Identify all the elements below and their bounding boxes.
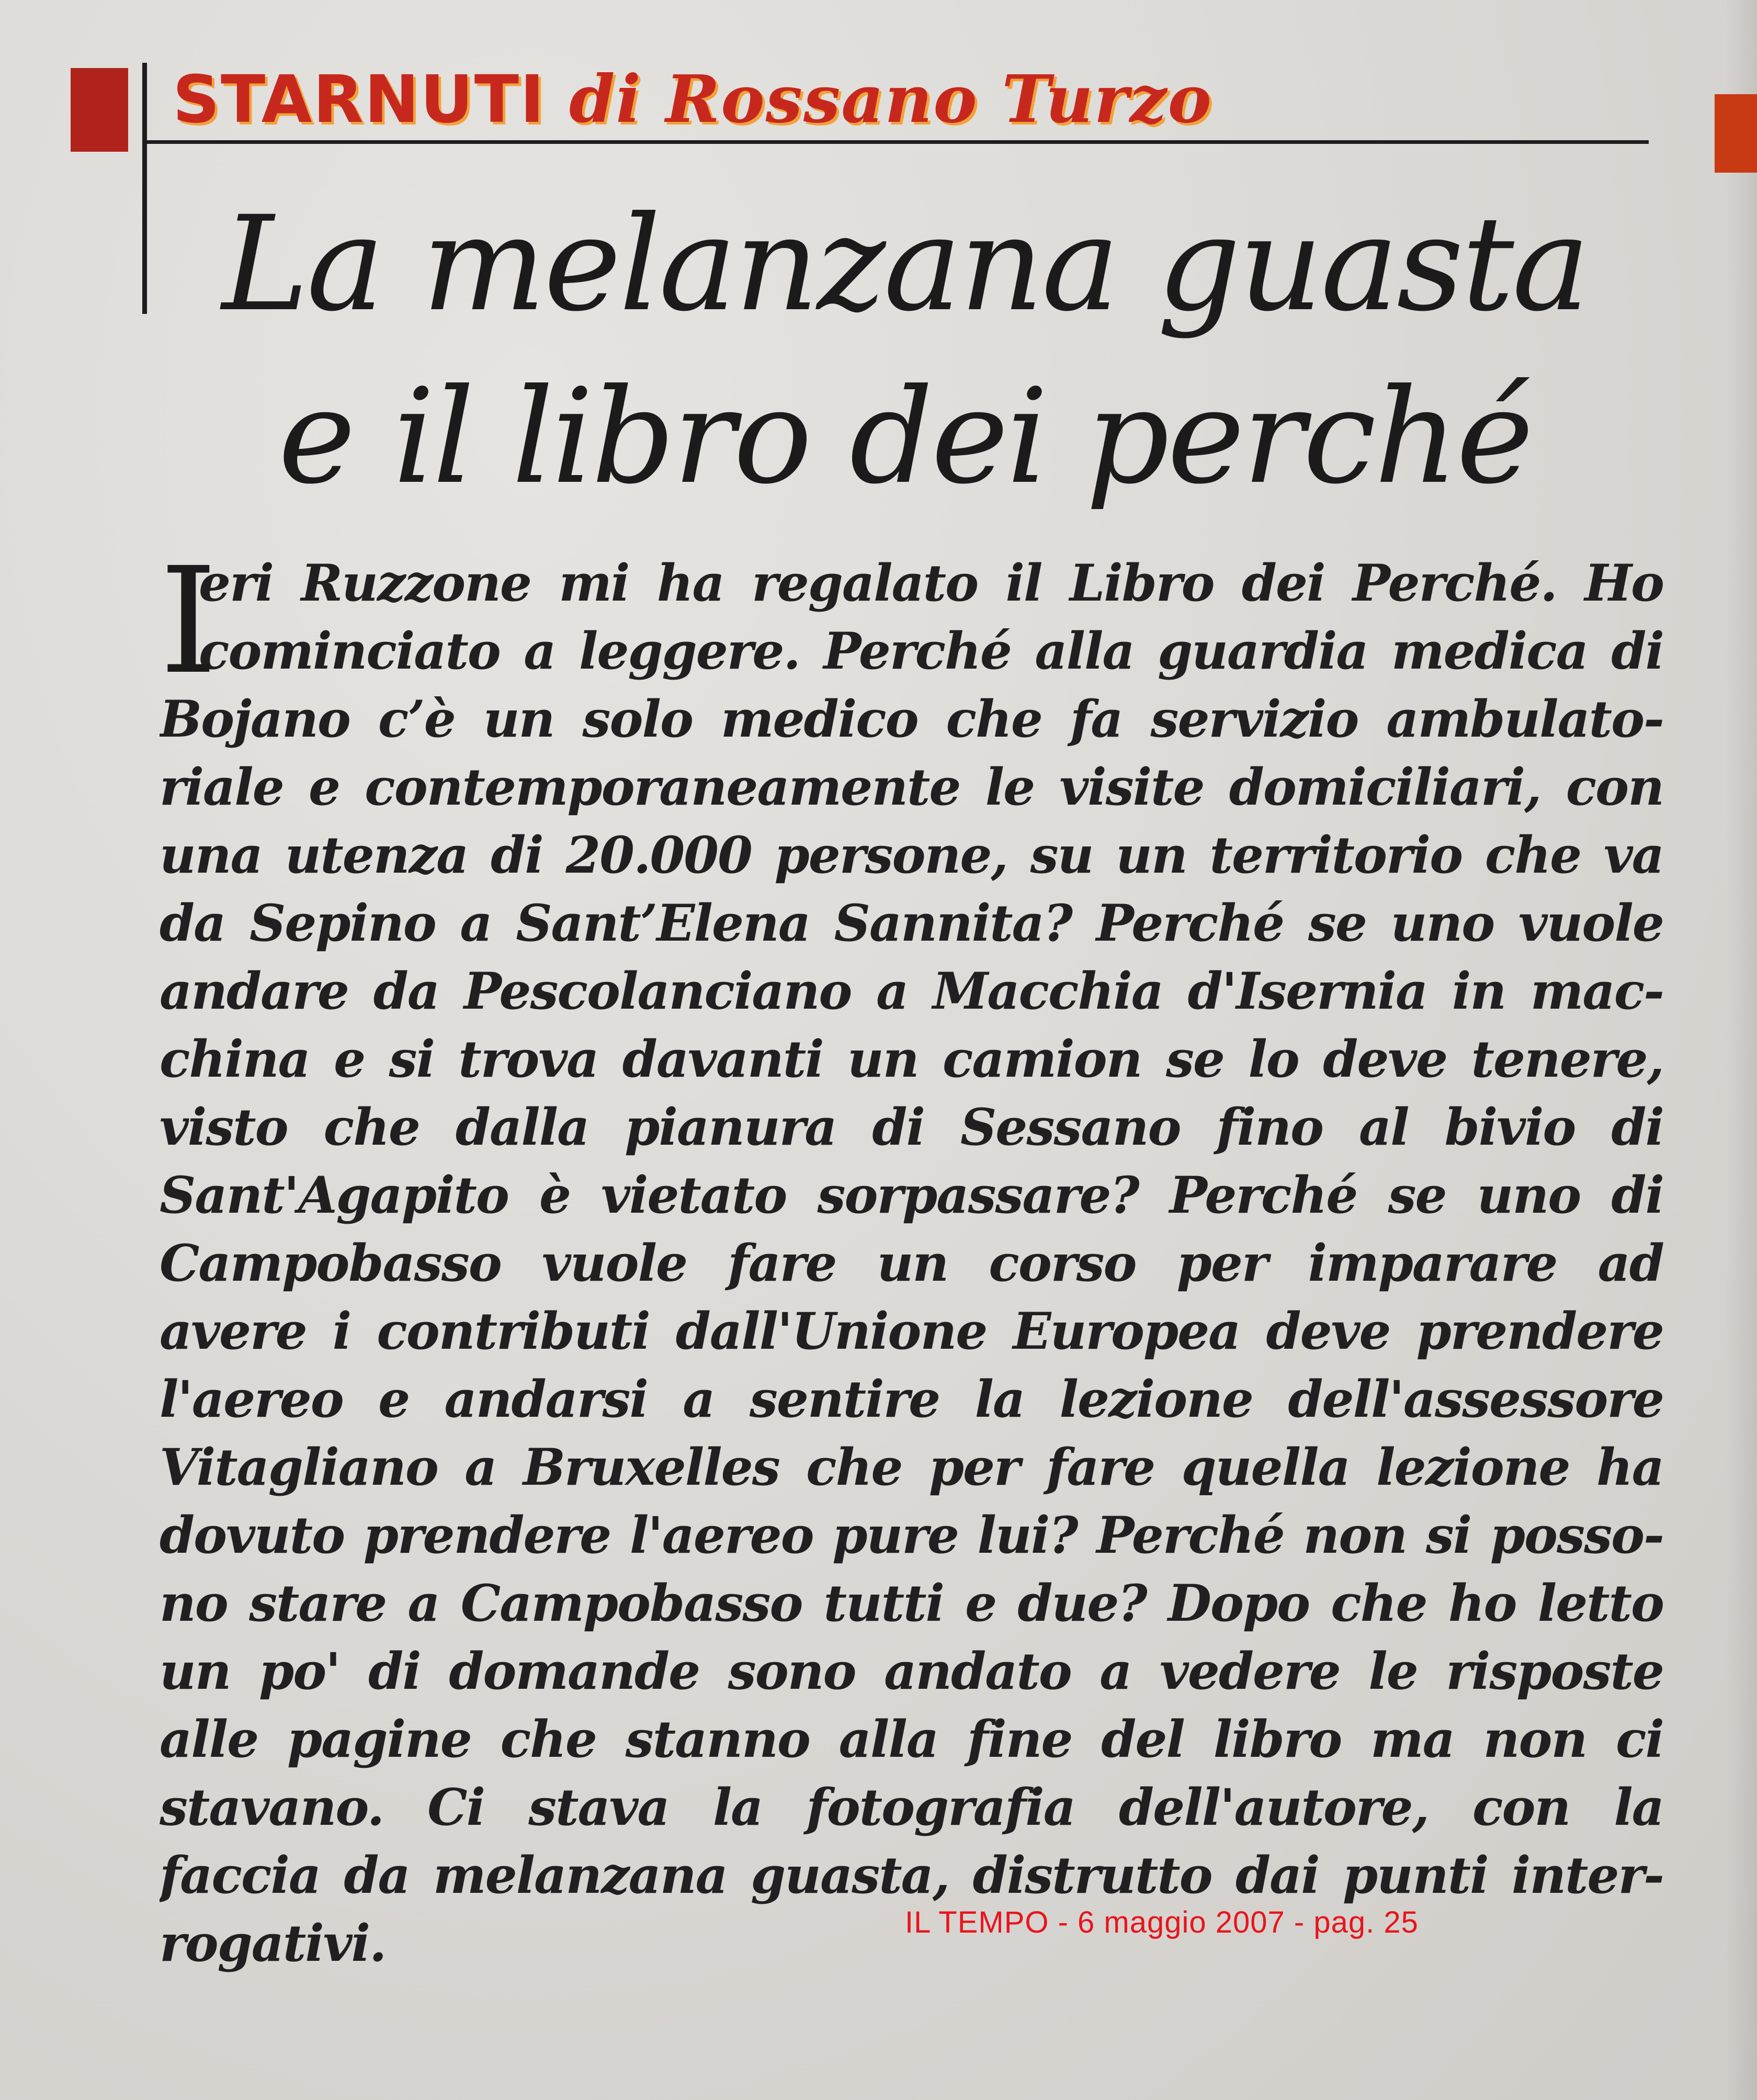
kicker-author: di Rossano Turzo bbox=[569, 61, 1212, 138]
article-line: faccia da melanzana guasta, distrutto dai punti inter- bbox=[160, 1846, 1663, 1905]
article-line: l'aereo e andarsi a sentire la lezione dell'assessore bbox=[160, 1370, 1663, 1429]
article-line: Bojano c’è un solo medico che fa servizio ambulato- bbox=[160, 690, 1663, 749]
paper-edge-shadow bbox=[1726, 0, 1757, 2100]
column-marker-block bbox=[71, 68, 128, 152]
article-line: una utenza di 20.000 persone, su un territorio che va bbox=[160, 826, 1663, 885]
article-line: Sant'Agapito è vietato sorpassare? Perché se uno di bbox=[160, 1166, 1663, 1225]
dropcap-letter: I bbox=[160, 536, 218, 707]
dropcap-block bbox=[160, 536, 1663, 707]
article-line: riale e contemporaneamente le visite domiciliari, con bbox=[160, 758, 1663, 817]
headline-line-1: La melanzana guasta bbox=[222, 188, 1588, 340]
kicker-underline-rule bbox=[142, 140, 1649, 144]
vertical-rule bbox=[142, 63, 147, 314]
article-line: un po' di domande sono andato a vedere le risposte bbox=[160, 1642, 1663, 1701]
article-line: avere i contributi dall'Unione Europea deve prendere bbox=[160, 1302, 1663, 1361]
adjacent-column-marker bbox=[1715, 94, 1757, 173]
article-line: dovuto prendere l'aereo pure lui? Perché non si posso- bbox=[160, 1506, 1663, 1565]
article-line: da Sepino a Sant’Elena Sannita? Perché se uno vuole bbox=[160, 894, 1663, 953]
article-line: alle pagine che stanno alla fine del libro ma non ci bbox=[160, 1710, 1663, 1769]
column-kicker bbox=[173, 60, 1212, 139]
article-line: andare da Pescolanciano a Macchia d'Isernia in mac- bbox=[160, 962, 1663, 1021]
article-line: china e si trova davanti un camion se lo deve tenere, bbox=[160, 1030, 1663, 1089]
kicker-prefix: STARNUTI bbox=[173, 62, 546, 138]
headline-line-2: e il libro dei perché bbox=[278, 360, 1532, 513]
headline bbox=[157, 178, 1653, 523]
article-line: Campobasso vuole fare un corso per imparare ad bbox=[160, 1234, 1663, 1293]
source-credit: IL TEMPO - 6 maggio 2007 - pag. 25 bbox=[905, 1905, 1419, 1939]
article-line: eri Ruzzone mi ha regalato il Libro dei Perché. Ho bbox=[199, 554, 1663, 613]
article-line: visto che dalla pianura di Sessano fino al bivio di bbox=[160, 1098, 1663, 1157]
article-line: Vitagliano a Bruxelles che per fare quella lezione ha bbox=[160, 1438, 1663, 1497]
article-line: rogativi. bbox=[160, 1914, 386, 1973]
article-body bbox=[160, 536, 1663, 1978]
article-line: stavano. Ci stava la fotografia dell'autore, con la bbox=[160, 1778, 1663, 1837]
article-line: no stare a Campobasso tutti e due? Dopo che ho letto bbox=[160, 1574, 1663, 1633]
article-line: cominciato a leggere. Perché alla guardia medica di bbox=[199, 622, 1663, 681]
